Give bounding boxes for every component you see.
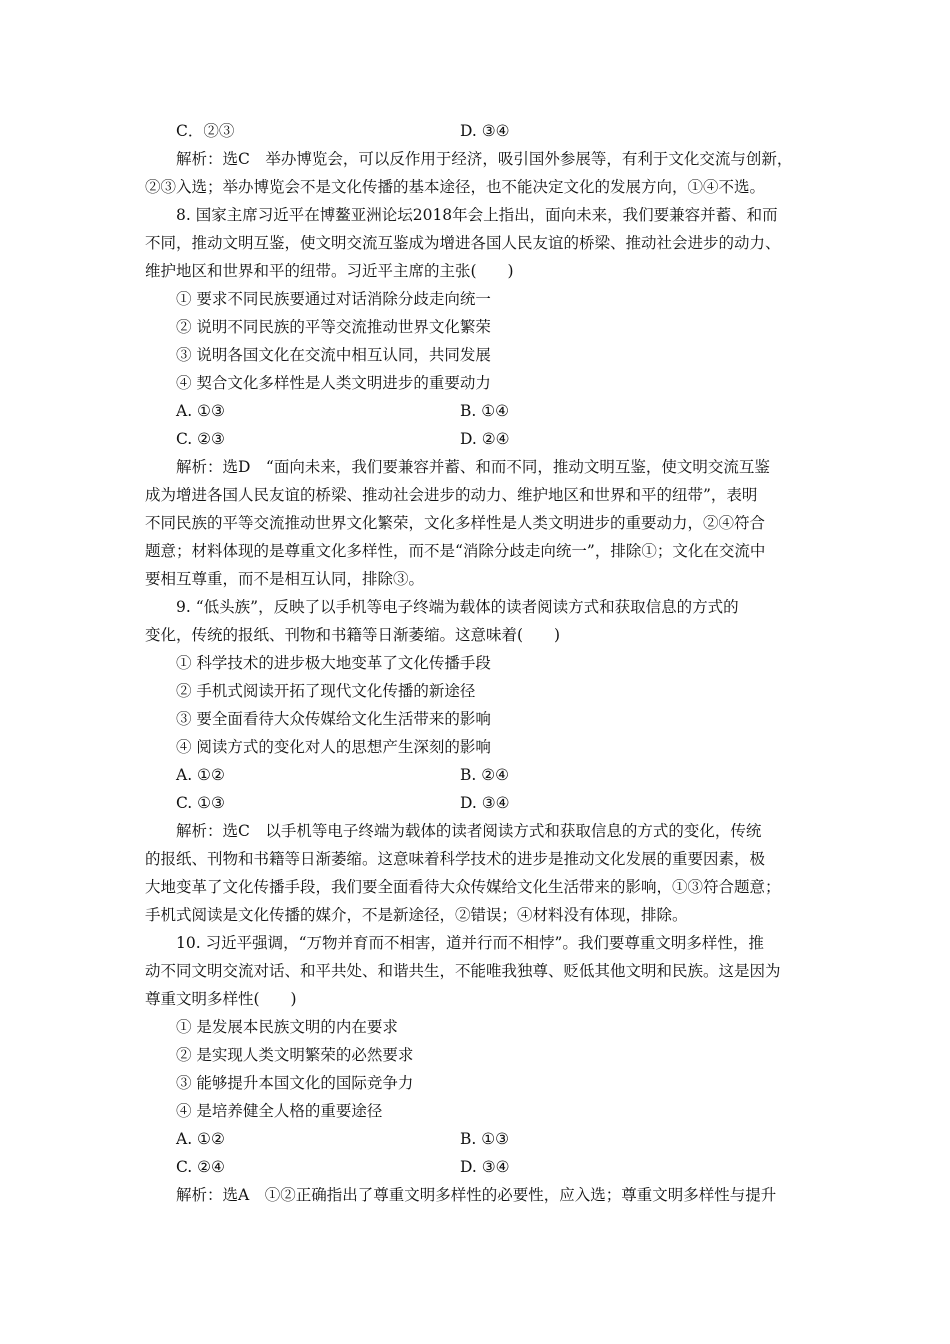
statement-item: ① 是发展本民族文明的内在要求: [176, 1018, 398, 1036]
option-a: A. ①③: [176, 402, 225, 420]
statement-item: ③ 能够提升本国文化的国际竞争力: [176, 1074, 414, 1092]
statement-item: ④ 阅读方式的变化对人的思想产生深刻的影响: [176, 738, 491, 756]
statement-item: ④ 契合文化多样性是人类文明进步的重要动力: [176, 374, 491, 392]
option-b: B. ②④: [460, 766, 510, 784]
statement-item: ② 说明不同民族的平等交流推动世界文化繁荣: [176, 318, 491, 336]
analysis-line: 的报纸、刊物和书籍等日渐萎缩。这意味着科学技术的进步是推动文化发展的重要因素，极: [145, 850, 766, 868]
statement-item: ① 科学技术的进步极大地变革了文化传播手段: [176, 654, 491, 672]
analysis-line: 解析：选C 举办博览会，可以反作用于经济，吸引国外参展等，有利于文化交流与创新，: [176, 150, 793, 168]
statement-item: ① 要求不同民族要通过对话消除分歧走向统一: [176, 290, 491, 308]
option-b: B. ①③: [460, 1130, 510, 1148]
option-b: B. ①④: [460, 402, 510, 420]
analysis-line: 不同民族的平等交流推动世界文化繁荣，文化多样性是人类文明进步的重要动力，②④符合: [145, 514, 766, 532]
statement-item: ② 手机式阅读开拓了现代文化传播的新途径: [176, 682, 476, 700]
question-10-text: 动不同文明交流对话、和平共处、和谐共生，不能唯我独尊、贬低其他文明和民族。这是因为: [145, 962, 781, 980]
statement-item: ④ 是培养健全人格的重要途径: [176, 1102, 383, 1120]
option-a: A. ①②: [176, 766, 225, 784]
analysis-line: 解析：选D “面向未来，我们要兼容并蓄、和而不同，推动文明互鉴，使文明交流互鉴: [176, 458, 770, 476]
statement-item: ② 是实现人类文明繁荣的必然要求: [176, 1046, 414, 1064]
statement-item: ③ 要全面看待大众传媒给文化生活带来的影响: [176, 710, 491, 728]
question-10-text: 10. 习近平强调，“万物并育而不相害，道并行而不相悖”。我们要尊重文明多样性，推: [176, 934, 764, 952]
option-c: C．②③: [176, 122, 235, 140]
analysis-line: ②③入选；举办博览会不是文化传播的基本途径，也不能决定文化的发展方向，①④不选。: [145, 178, 766, 196]
question-9-text: 9. “低头族”，反映了以手机等电子终端为载体的读者阅读方式和获取信息的方式的: [176, 598, 739, 616]
question-8-text: 维护地区和世界和平的纽带。习近平主席的主张( ): [145, 262, 514, 280]
analysis-line: 解析：选C 以手机等电子终端为载体的读者阅读方式和获取信息的方式的变化，传统: [176, 822, 762, 840]
option-d: D. ③④: [460, 1158, 510, 1176]
analysis-line: 成为增进各国人民友谊的桥梁、推动社会进步的动力、维护地区和世界和平的纽带”，表明: [145, 486, 758, 504]
option-c: C. ②③: [176, 430, 225, 448]
analysis-line: 手机式阅读是文化传播的媒介，不是新途径，②错误；④材料没有体现，排除。: [145, 906, 688, 924]
question-10-text: 尊重文明多样性( ): [145, 990, 297, 1008]
option-c: C. ①③: [176, 794, 225, 812]
analysis-line: 要相互尊重，而不是相互认同，排除③。: [145, 570, 425, 588]
option-d: D. ③④: [460, 794, 510, 812]
question-9-text: 变化，传统的报纸、刊物和书籍等日渐萎缩。这意味着( ): [145, 626, 561, 644]
analysis-line: 题意；材料体现的是尊重文化多样性，而不是“消除分歧走向统一”，排除①；文化在交流中: [145, 542, 766, 560]
question-8-text: 8. 国家主席习近平在博鳌亚洲论坛2018年会上指出，面向未来，我们要兼容并蓄、和而: [176, 206, 778, 224]
option-d: D. ②④: [460, 430, 510, 448]
analysis-line: 大地变革了文化传播手段，我们要全面看待大众传媒给文化生活带来的影响，①③符合题意；: [145, 878, 781, 896]
option-c: C. ②④: [176, 1158, 225, 1176]
option-d: D. ③④: [460, 122, 510, 140]
question-8-text: 不同，推动文明互鉴，使文明交流互鉴成为增进各国人民友谊的桥梁、推动社会进步的动力、: [145, 234, 781, 252]
option-a: A. ①②: [176, 1130, 225, 1148]
statement-item: ③ 说明各国文化在交流中相互认同，共同发展: [176, 346, 491, 364]
analysis-line: 解析：选A ①②正确指出了尊重文明多样性的必要性，应入选；尊重文明多样性与提升: [176, 1186, 777, 1204]
